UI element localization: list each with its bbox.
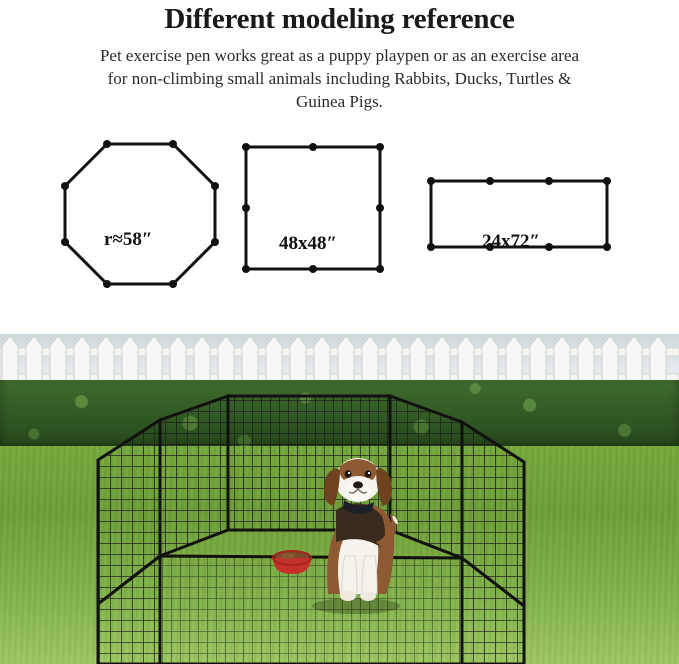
octagon-label: r≈58″ bbox=[104, 229, 153, 250]
page-title: Different modeling reference bbox=[164, 3, 515, 35]
octagon-diagram bbox=[60, 139, 220, 294]
page-subtitle: Pet exercise pen works great as a puppy playpen or as an exercise area for non-climbing small animals including Rabbits, Ducks, Turtles & Guinea Pigs. bbox=[99, 46, 580, 111]
square-diagram bbox=[240, 141, 386, 280]
square-label: 48x48″ bbox=[279, 233, 337, 254]
shape-diagrams bbox=[0, 135, 679, 335]
rectangle-label: 24x72″ bbox=[482, 231, 540, 252]
octagon-icon bbox=[60, 139, 220, 289]
header bbox=[0, 0, 679, 113]
beagle-dog bbox=[296, 444, 416, 614]
product-photo bbox=[0, 334, 679, 664]
